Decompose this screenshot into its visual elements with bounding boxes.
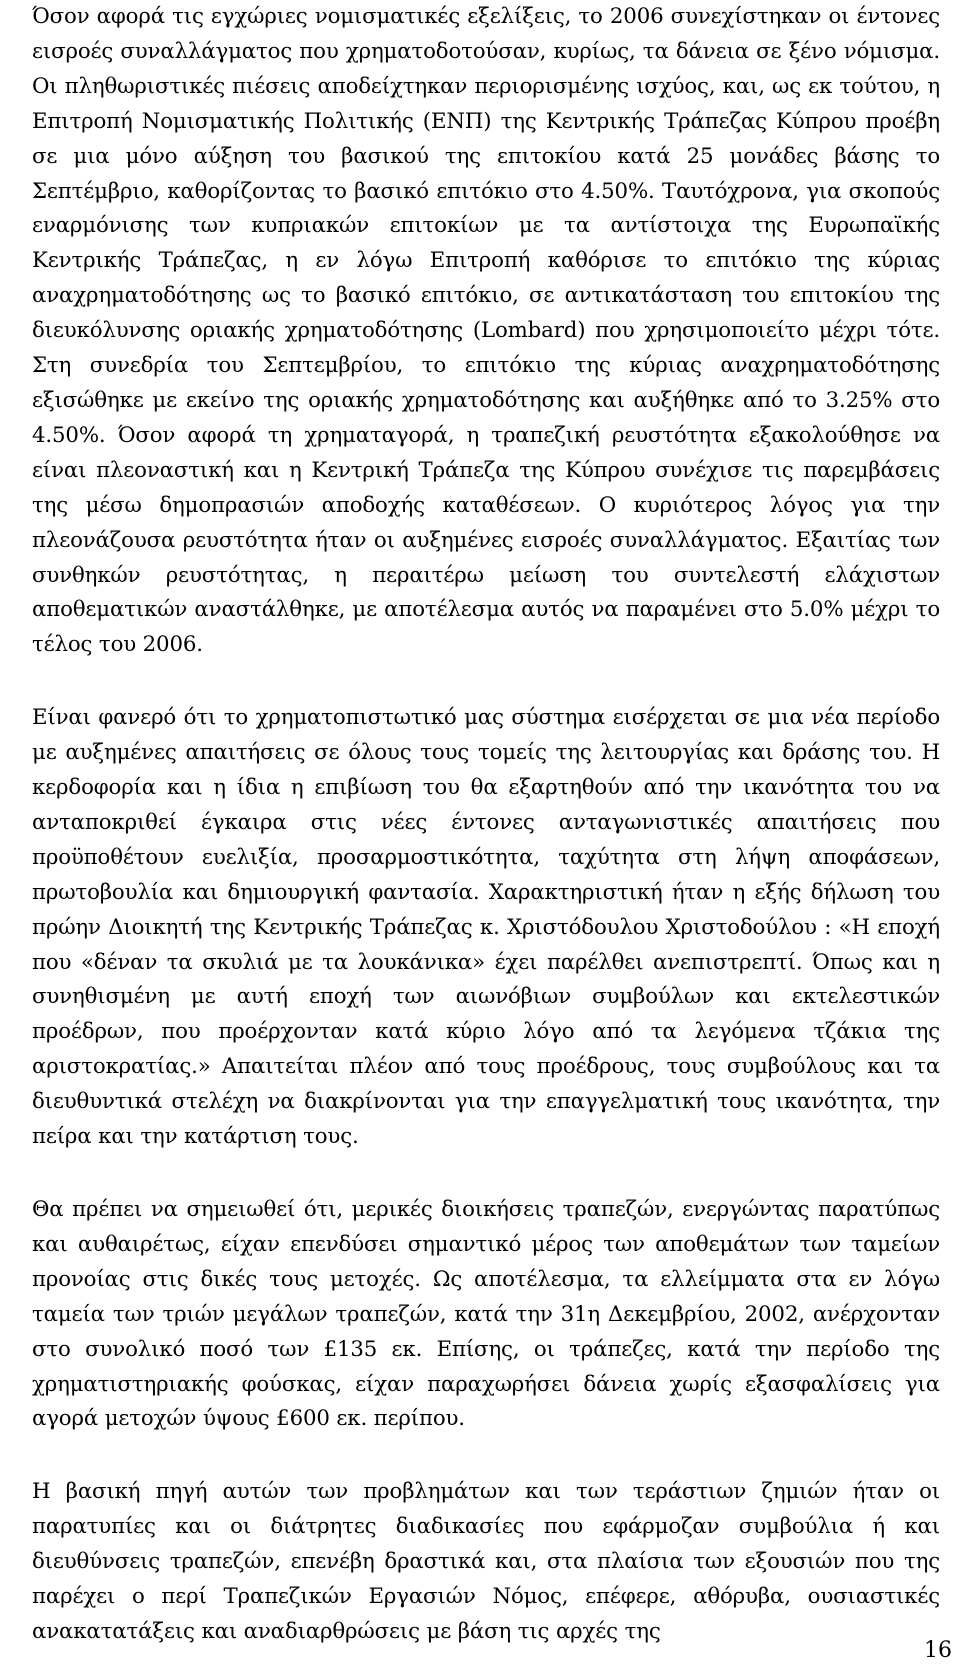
paragraph-monetary-developments: Όσον αφορά τις εγχώριες νομισματικές εξελίξεις, το 2006 συνεχίστηκαν οι έντονες εισροές συναλλάγματος που χρηματοδοτούσαν, κυρίως, τα δάνεια σε ξένο νόμισμα. Οι πληθωριστικές πιέσεις αποδείχτηκαν περιορισμένης ισχύος, και, ως εκ τούτου, η Επιτροπή Νομισματικής Πολιτικής (ΕΝΠ) της Κεντρικής Τράπεζας Κύπρου προέβη σε μια μόνο αύξηση του βασικού της επιτοκίου κατά 25 μονάδες βάσης το Σεπτέμβριο, καθορίζοντας το βασικό επιτόκιο στο 4.50%. Ταυτόχρονα, για σκοπούς εναρμόνισης των κυπριακών επιτοκίων με τα αντίστοιχα της Ευρωπαϊκής Κεντρικής Τράπεζας, η εν λόγω Επιτροπή καθόρισε το επιτόκιο της κύριας αναχρηματοδότησης ως το βασικό επιτόκιο, σε αντικατάσταση του επιτοκίου της διευκόλυνσης οριακής χρηματοδότησης (Lombard) που χρησιμοποιείτο μέχρι τότε. Στη συνεδρία του Σεπτεμβρίου, το επιτόκιο της κύριας αναχρηματοδότησης εξισώθηκε με εκείνο της οριακής χρηματοδότησης και αυξήθηκε από το 3.25% στο 4.50%. Όσον αφορά τη χρηματαγορά, η τραπεζική ρευστότητα εξακολούθησε να είναι πλεοναστική και η Κεντρική Τράπεζα της Κύπρου συνέχισε τις παρεμβάσεις της μέσω δημοπρασιών αποδοχής καταθέσεων. Ο κυριότερος λόγος για την πλεονάζουσα ρευστότητα ήταν οι αυξημένες εισροές συναλλάγματος. Εξαιτίας των συνθηκών ρευστότητας, η περαιτέρω μείωση του συντελεστή ελάχιστων αποθεματικών αναστάλθηκε, με αποτέλεσμα αυτός να παραμένει στο 5.0% μέχρι το τέλος του 2006. <box>32 4 940 658</box>
paragraph-source-of-problems: Η βασική πηγή αυτών των προβλημάτων και των τεράστιων ζημιών ήταν οι παρατυπίες και οι διάτρητες διαδικασίες που εφάρμοζαν συμβούλια ή και διευθύνσεις τραπεζών, επενέβη δραστικά και, στα πλαίσια των εξουσιών που της παρέχει ο περί Τραπεζικών Εργασιών Νόμος, επέφερε, αθόρυβα, ουσιαστικές ανακατατάξεις και αναδιαρθρώσεις με βάση τις αρχές της <box>32 1479 940 1644</box>
paragraph-financial-system: Είναι φανερό ότι το χρηματοπιστωτικό μας σύστημα εισέρχεται σε μια νέα περίοδο με αυξημένες απαιτήσεις σε όλους τους τομείς της λειτουργίας και δράσης του. Η κερδοφορία και η ίδια η επιβίωση του θα εξαρτηθούν από την ικανότητα του να ανταποκριθεί έγκαιρα στις νέες έντονες ανταγωνιστικές απαιτήσεις που προϋποθέτουν ευελιξία, προσαρμοστικότητα, ταχύτητα στη λήψη αποφάσεων, πρωτοβουλία και δημιουργική φαντασία. Χαρακτηριστική ήταν η εξής δήλωση του πρώην Διοικητή της Κεντρικής Τράπεζας κ. Χριστόδουλου Χριστοδούλου : «Η εποχή που «δέναν τα σκυλιά με τα λουκάνικα» έχει παρέλθει ανεπιστρεπτί. Όπως και η συνηθισμένη με αυτή εποχή των αιωνόβιων συμβούλων και εκτελεστικών προέδρων, που προέρχονταν κατά κύριο λόγο από τα λεγόμενα τζάκια της αριστοκρατίας.» Απαιτείται πλέον από τους προέδρους, τους συμβούλους και τα διευθυντικά στελέχη να διακρίνονται για την επαγγελματική τους ικανότητα, την πείρα και την κατάρτιση τους. <box>32 705 940 1150</box>
paragraph-spacer <box>32 663 940 701</box>
page-number: 16 <box>924 1638 952 1663</box>
paragraph-spacer <box>32 1155 940 1193</box>
document-body <box>32 0 940 1650</box>
paragraph-spacer <box>32 1437 940 1475</box>
paragraph-provident-funds: Θα πρέπει να σημειωθεί ότι, μερικές διοικήσεις τραπεζών, ενεργώντας παρατύπως και αυθαιρέτως, είχαν επενδύσει σημαντικό μέρος των αποθεμάτων των ταμείων προνοίας στις δικές τους μετοχές. Ως αποτέλεσμα, τα ελλείμματα στα εν λόγω ταμεία των τριών μεγάλων τραπεζών, κατά την 31η Δεκεμβρίου, 2002, ανέρχονταν στο συνολικό ποσό των £135 εκ. Επίσης, οι τράπεζες, κατά την περίοδο της χρηματιστηριακής φούσκας, είχαν παραχωρήσει δάνεια χωρίς εξασφαλίσεις για αγορά μετοχών ύψους £600 εκ. περίπου. <box>32 1197 940 1432</box>
